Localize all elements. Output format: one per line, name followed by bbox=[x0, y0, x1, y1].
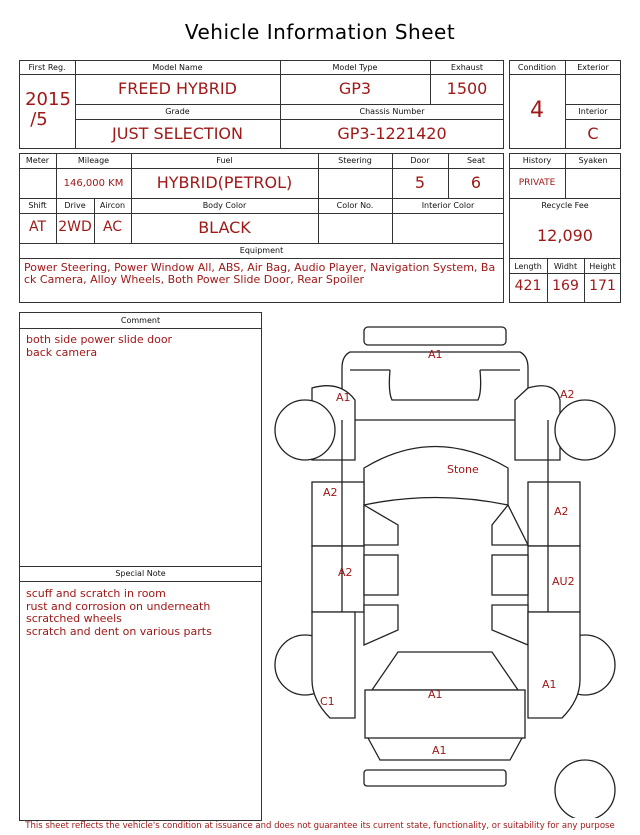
right-window-mid bbox=[492, 555, 528, 595]
syaken-label: Syaken bbox=[578, 156, 608, 165]
equipment-line-1: Power Steering, Power Window All, ABS, Air Bag, Audio Player, Navigation System, Ba bbox=[24, 261, 496, 274]
car-damage-diagram bbox=[270, 318, 620, 818]
wheel-front-right bbox=[555, 400, 615, 460]
special-note-label: Special Note bbox=[115, 569, 166, 578]
width-label: Widht bbox=[553, 262, 578, 271]
right-front-fender bbox=[515, 386, 560, 460]
body-color-value: BLACK bbox=[198, 218, 251, 237]
model-type-label: Model Type bbox=[332, 63, 378, 72]
interior-value: C bbox=[587, 124, 599, 143]
recycle-fee-value: 12,090 bbox=[537, 226, 593, 245]
right-rear-quarter bbox=[528, 612, 580, 718]
grade-value: JUST SELECTION bbox=[112, 124, 243, 143]
door-value: 5 bbox=[414, 173, 426, 192]
mark-left-rear-door: A2 bbox=[338, 566, 353, 579]
windshield bbox=[364, 447, 508, 506]
fuel-value: HYBRID(PETROL) bbox=[156, 173, 293, 192]
condition-value: 4 bbox=[530, 98, 544, 123]
aircon-value: AC bbox=[102, 219, 123, 235]
comment-label: Comment bbox=[120, 316, 161, 325]
right-window-front bbox=[492, 505, 528, 545]
spare-wheel bbox=[555, 760, 615, 818]
mark-right-rear-door: AU2 bbox=[552, 575, 575, 588]
chassis-number-value: GP3-1221420 bbox=[337, 124, 447, 143]
page-title: Vehicle Information Sheet bbox=[184, 20, 456, 44]
mark-left-front-door: A2 bbox=[323, 486, 338, 499]
mark-front-left-fender: A1 bbox=[336, 391, 351, 404]
first-reg-label: First Reg. bbox=[28, 63, 66, 72]
fuel-label: Fuel bbox=[216, 156, 233, 165]
mark-right-rear-quarter: A1 bbox=[542, 678, 557, 691]
special-note-text bbox=[26, 588, 212, 638]
aircon-label: Aircon bbox=[99, 201, 126, 210]
condition-label: Condition bbox=[517, 63, 557, 72]
left-side-upper bbox=[312, 482, 364, 546]
disclaimer-footer: This sheet reflects the vehicle's condition at issuance and does not guarantee its current state, functionality, or suitability for any purpose bbox=[25, 821, 615, 831]
meter-label: Meter bbox=[25, 156, 50, 165]
wheel-front-left bbox=[275, 400, 335, 460]
model-name-value: FREED HYBRID bbox=[118, 79, 237, 98]
mark-rear-bumper: A1 bbox=[432, 744, 447, 757]
front-bumper bbox=[364, 327, 506, 345]
left-side-lower bbox=[312, 546, 364, 612]
comment-text bbox=[26, 334, 172, 359]
height-label: Height bbox=[589, 262, 616, 271]
mark-left-rear-quarter: C1 bbox=[320, 695, 335, 708]
mark-front-right-fender: A2 bbox=[560, 388, 575, 401]
mark-rear-panel: A1 bbox=[428, 688, 443, 701]
comment-line: back camera bbox=[26, 345, 98, 359]
special-note-line: scuff and scratch in room bbox=[26, 587, 166, 600]
seat-value: 6 bbox=[470, 173, 482, 192]
equipment-line-2: ck Camera, Alloy Wheels, Both Power Slide Door, Rear Spoiler bbox=[24, 273, 364, 286]
width-value: 169 bbox=[552, 278, 579, 294]
rear-window bbox=[372, 652, 518, 690]
drive-value: 2WD bbox=[58, 219, 92, 235]
equipment-label: Equipment bbox=[239, 246, 284, 255]
rear-bumper bbox=[364, 770, 506, 786]
chassis-number-label: Chassis Number bbox=[359, 107, 425, 116]
exhaust-value: 1500 bbox=[446, 79, 488, 98]
mileage-value: 146,000 KM bbox=[63, 178, 124, 189]
interior-label: Interior bbox=[578, 107, 608, 116]
shift-label: Shift bbox=[28, 201, 47, 210]
grade-label: Grade bbox=[165, 107, 190, 116]
mark-windshield: Stone bbox=[447, 463, 479, 476]
left-window-rear bbox=[364, 605, 398, 645]
drive-label: Drive bbox=[64, 201, 86, 210]
right-window-rear bbox=[492, 605, 528, 645]
length-value: 421 bbox=[514, 278, 542, 294]
first-reg-year: 2015 bbox=[25, 89, 71, 110]
first-reg-month: /5 bbox=[30, 109, 48, 130]
length-label: Length bbox=[514, 262, 542, 271]
height-value: 171 bbox=[589, 278, 616, 294]
mileage-label: Mileage bbox=[77, 156, 110, 165]
recycle-fee-label: Recycle Fee bbox=[541, 201, 589, 210]
color-no-label: Color No. bbox=[336, 201, 374, 210]
interior-color-label: Interior Color bbox=[421, 201, 475, 210]
rear-panel bbox=[365, 690, 525, 738]
history-label: History bbox=[522, 156, 552, 165]
exterior-label: Exterior bbox=[577, 63, 609, 72]
history-value: PRIVATE bbox=[518, 178, 556, 188]
mark-front-bumper: A1 bbox=[428, 348, 443, 361]
body-color-label: Body Color bbox=[202, 201, 247, 210]
special-note-line: scratched wheels bbox=[26, 612, 122, 625]
comment-line: both side power slide door bbox=[26, 333, 173, 346]
left-window-mid bbox=[364, 555, 398, 595]
seat-label: Seat bbox=[466, 156, 486, 165]
door-label: Door bbox=[410, 156, 430, 165]
model-name-label: Model Name bbox=[152, 63, 203, 72]
shift-value: AT bbox=[28, 219, 47, 235]
left-window-front bbox=[364, 505, 398, 545]
special-note-line: rust and corrosion on underneath bbox=[26, 599, 211, 613]
hood bbox=[342, 352, 528, 420]
special-note-line: scratch and dent on various parts bbox=[26, 624, 212, 638]
exhaust-label: Exhaust bbox=[450, 63, 484, 72]
mark-right-front-door: A2 bbox=[554, 505, 569, 518]
steering-label: Steering bbox=[338, 156, 372, 165]
model-type-value: GP3 bbox=[338, 79, 372, 98]
